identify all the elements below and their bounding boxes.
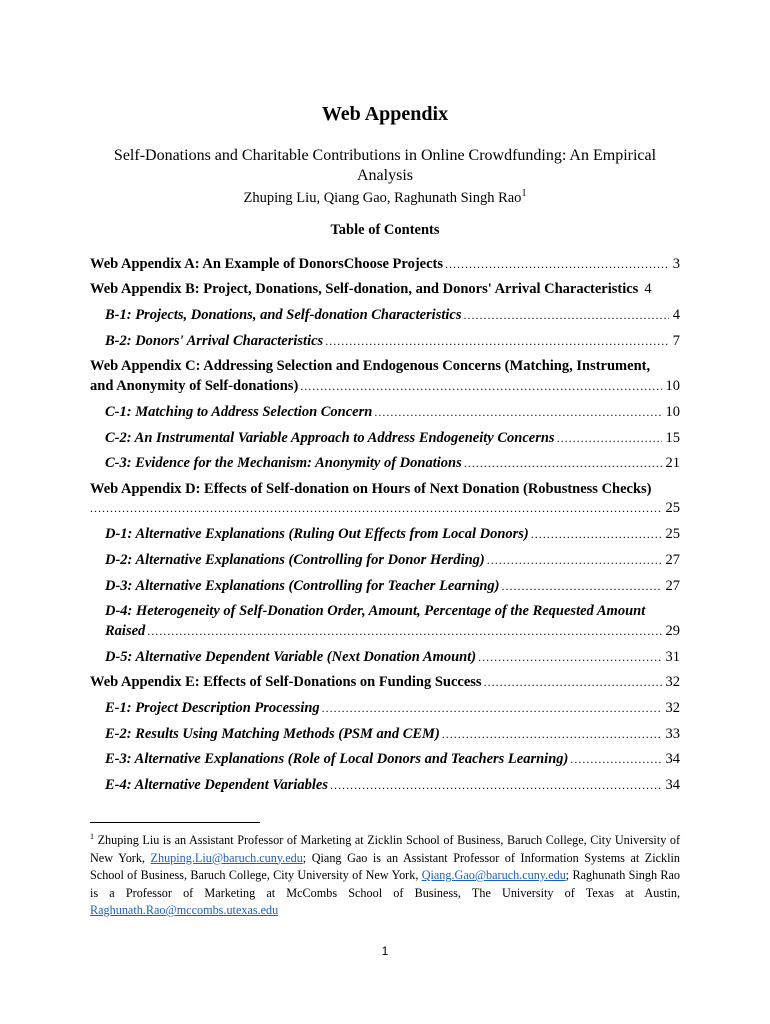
toc-entry-d-3[interactable] xyxy=(105,575,680,597)
author-names: Zhuping Liu, Qiang Gao, Raghunath Singh Rao xyxy=(243,189,522,206)
toc-entry-title: B-2: Donors' Arrival Characteristics xyxy=(105,333,324,349)
email-link-gao[interactable]: Qiang.Gao@baruch.cuny.edu xyxy=(421,868,566,883)
toc-entry-page: 15 xyxy=(665,430,680,446)
toc-entry-title: E-3: Alternative Explanations (Role of Local Donors and Teachers Learning) xyxy=(105,751,569,767)
toc-leader-dots xyxy=(484,671,662,693)
toc-entry-e-1[interactable] xyxy=(105,697,680,719)
toc-entry-appendix-e[interactable] xyxy=(90,671,680,693)
toc-entry-title: Raised xyxy=(105,623,146,639)
footnote-divider xyxy=(90,822,260,823)
footnote-text-3: ; Raghunath Singh Rao is a Professor of Marketing at McCombs School of Business, The University of Texas at Austin, xyxy=(90,868,680,900)
toc-entry-page: 10 xyxy=(665,378,680,394)
toc-leader-dots xyxy=(531,523,662,545)
toc-entry-d-5[interactable] xyxy=(105,646,680,668)
toc-entry-page: 32 xyxy=(665,674,680,690)
footnote xyxy=(90,828,680,920)
toc-entry-title: Web Appendix A: An Example of DonorsChoose Projects xyxy=(90,256,443,272)
toc-entry-title: D-2: Alternative Explanations (Controlling for Donor Herding) xyxy=(105,552,485,568)
toc-entry-page: 7 xyxy=(672,333,680,349)
toc-entry-b-2[interactable] xyxy=(105,330,680,352)
toc-leader-dots xyxy=(502,575,662,597)
toc-leader-dots xyxy=(147,620,661,642)
toc-entry-page: 29 xyxy=(665,623,680,639)
toc-entry-d-4-line1[interactable]: D-4: Heterogeneity of Self-Donation Order, Amount, Percentage of the Requested Amount xyxy=(105,603,646,619)
toc-entry-page: 34 xyxy=(665,751,680,767)
toc-entry-title: C-1: Matching to Address Selection Concern xyxy=(105,404,373,420)
toc-entry-appendix-c-line1[interactable]: Web Appendix C: Addressing Selection and Endogenous Concerns (Matching, Instrument, xyxy=(90,358,651,374)
toc-entry-page: 10 xyxy=(665,404,680,420)
toc-entry-title: C-2: An Instrumental Variable Approach to Address Endogeneity Concerns xyxy=(105,430,555,446)
toc-entry-page: 33 xyxy=(665,726,680,742)
toc-entry-page: 21 xyxy=(665,455,680,471)
toc-entry-title: D-1: Alternative Explanations (Ruling Out Effects from Local Donors) xyxy=(105,526,529,542)
toc-leader-dots xyxy=(557,427,662,449)
footnote-mark: 1 xyxy=(90,832,94,841)
document-title: Web Appendix xyxy=(321,103,449,125)
toc-leader-dots xyxy=(570,748,661,770)
toc-leader-dots xyxy=(442,723,662,745)
toc-entry-page: 4 xyxy=(672,307,680,323)
toc-entry-page: 27 xyxy=(665,578,680,594)
toc-entry-e-3[interactable] xyxy=(105,748,680,770)
toc-entry-page: 3 xyxy=(672,256,680,272)
toc-entry-title: B-1: Projects, Donations, and Self-donation Characteristics xyxy=(105,307,462,323)
toc-entry-title: D-5: Alternative Dependent Variable (Next Donation Amount) xyxy=(105,649,477,665)
toc-leader-dots xyxy=(330,774,662,796)
toc-entry-title: Web Appendix B: Project, Donations, Self-donation, and Donors' Arrival Characteristics xyxy=(90,281,639,297)
toc-entry-title: and Anonymity of Self-donations) xyxy=(90,378,299,394)
toc-entry-appendix-a[interactable] xyxy=(90,253,680,275)
toc-leader-dots xyxy=(464,452,662,474)
toc-entry-title: E-4: Alternative Dependent Variables xyxy=(105,777,328,793)
toc-leader-dots xyxy=(374,401,661,423)
toc-leader-dots xyxy=(325,330,669,352)
toc-entry-title: E-2: Results Using Matching Methods (PSM and CEM) xyxy=(105,726,440,742)
footnote-text-1: Zhuping Liu is an Assistant Professor of Marketing at Zicklin School of Business, Baruch College, City University of New York, xyxy=(90,833,681,865)
email-link-rao[interactable]: Raghunath.Rao@mccombs.utexas.edu xyxy=(90,903,279,918)
toc-leader-dots xyxy=(478,646,661,668)
toc-entry-d-4[interactable] xyxy=(105,620,680,642)
toc-entry-page: 27 xyxy=(665,552,680,568)
toc-leader-dots xyxy=(90,497,662,519)
toc-entry-title: C-3: Evidence for the Mechanism: Anonymity of Donations xyxy=(105,455,462,471)
toc-entry-page: 4 xyxy=(644,281,652,297)
toc-entry-page: 31 xyxy=(665,649,680,665)
footnote-text-2: ; Qiang Gao is an Assistant Professor of Information Systems at Zicklin School of Business, Baruch College, City University of New York, xyxy=(90,850,681,883)
toc-entry-title: E-1: Project Description Processing xyxy=(105,700,320,716)
toc-entry-appendix-c[interactable] xyxy=(90,375,680,397)
toc-entry-appendix-d-line1[interactable]: Web Appendix D: Effects of Self-donation on Hours of Next Donation (Robustness Checks) xyxy=(90,481,652,497)
document-subtitle: Self-Donations and Charitable Contributions in Online Crowdfunding: An Empirical Analysis xyxy=(113,147,657,184)
toc-leader-dots xyxy=(322,697,662,719)
page-number: 1 xyxy=(381,944,389,958)
toc-entry-b-1[interactable] xyxy=(105,304,680,326)
toc-entry-title: Web Appendix E: Effects of Self-Donations on Funding Success xyxy=(90,674,482,690)
toc-leader-dots xyxy=(300,375,661,397)
toc-entry-appendix-b[interactable] xyxy=(90,278,680,300)
toc-entry-e-2[interactable] xyxy=(105,723,680,745)
toc-entry-page: 25 xyxy=(665,500,680,516)
toc-leader-dots xyxy=(464,304,669,326)
toc-leader-dots xyxy=(445,253,669,275)
toc-entry-page: 34 xyxy=(665,777,680,793)
toc-entry-c-1[interactable] xyxy=(105,401,680,423)
author-footnote-mark: 1 xyxy=(521,188,527,199)
toc-entry-c-3[interactable] xyxy=(105,452,680,474)
toc-entry-d-1[interactable] xyxy=(105,523,680,545)
toc-heading: Table of Contents xyxy=(330,222,440,238)
toc-entry-d-2[interactable] xyxy=(105,549,680,571)
toc-entry-c-2[interactable] xyxy=(105,427,680,449)
toc-entry-page: 32 xyxy=(665,700,680,716)
toc-entry-appendix-d[interactable] xyxy=(90,497,680,519)
toc-entry-title: D-3: Alternative Explanations (Controlling for Teacher Learning) xyxy=(105,578,500,594)
author-line xyxy=(0,188,770,207)
toc-leader-dots xyxy=(487,549,662,571)
toc-entry-page: 25 xyxy=(665,526,680,542)
toc-entry-e-4[interactable] xyxy=(105,774,680,796)
email-link-liu[interactable]: Zhuping.Liu@baruch.cuny.edu xyxy=(150,850,303,865)
